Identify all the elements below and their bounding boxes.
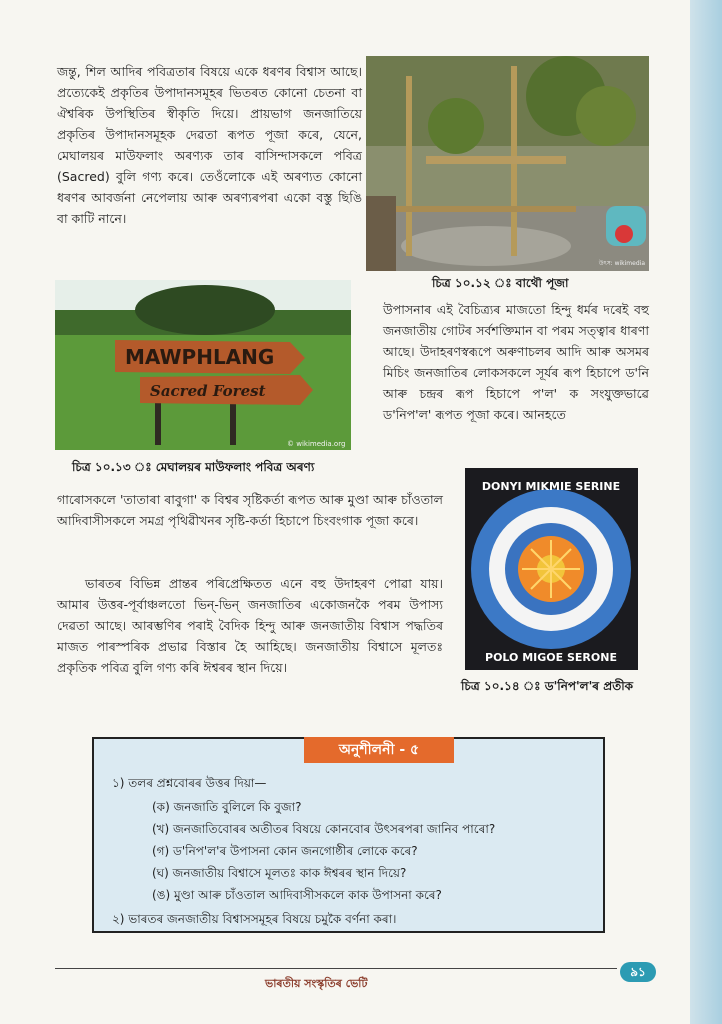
exercise-subquestion-ka: (ক) জনজাতি বুলিলে কি বুজা? bbox=[152, 800, 302, 814]
exercise-box bbox=[92, 737, 605, 933]
photo-mawphlang-forest bbox=[55, 280, 351, 450]
paragraph-supreme-being: উপাসনাৰ এই বৈচিত্ৰ্যৰ মাজতো হিন্দু ধৰ্মৰ দৰেই বহু জনজাতীয় গোটৰ সৰ্বশক্তিমান বা পৰম সত্ত্বাৰ ধাৰণা আছে। উদাহৰণস্বৰূপে অৰুণাচলৰ আদি আৰু অসমৰ মিচিং জনজাতিৰ লোকসকলে সূৰ্যৰ ৰূপ হিচাপে ড'নি আৰু চন্দ্ৰৰ ৰূপ হিচাপে প'ল' ক সংযুক্তভাৱে ড'নিপ'ল' ৰূপত পূজা কৰে। আনহতে bbox=[383, 302, 649, 422]
bathou-puja-image bbox=[366, 56, 649, 271]
paragraph-garo-creator: গাৰোসকলে 'তাতাৰা ৰাবুগা' ক বিশ্বৰ সৃষ্টিকৰ্তা ৰূপত আৰু মুণ্ডা আৰু চাঁওতাল আদিবাসীসকলে সমগ্ৰ পৃথিৱীখনৰ সৃষ্টি-কৰ্তা হিচাপে চিংবংগাক পূজা কৰে। bbox=[57, 492, 443, 528]
exercise-subquestion-ga: (গ) ড'নিপ'ল'ৰ উপাসনা কোন জনগোষ্ঠীৰ লোকে কৰে? bbox=[152, 844, 418, 858]
sign-text-mawphlang: MAWPHLANG bbox=[125, 345, 275, 369]
page-number: ৯১ bbox=[620, 962, 656, 982]
photo-bathou-puja bbox=[366, 56, 649, 271]
exercise-question-2: ২) ভাৰতৰ জনজাতীয় বিশ্বাসসমূহৰ বিষয়ে চমুকৈ বৰ্ণনা কৰা। bbox=[112, 912, 397, 926]
donyipolo-symbol-image bbox=[465, 468, 638, 670]
exercise-subquestion-uo: (ঙ) মুণ্ডা আৰু চাঁওতাল আদিবাসীসকলে কাক উপাসনা কৰে? bbox=[152, 888, 442, 902]
sign-text-sacred-forest: Sacred Forest bbox=[150, 382, 266, 400]
paragraph-indian-examples: ভাৰতৰ বিভিন্ন প্ৰান্তৰ পৰিপ্ৰেক্ষিতত এনে বহু উদাহৰণ পোৱা যায়। আমাৰ উত্তৰ-পূৰ্বাঞ্চলতো ভিন্-ভিন্ জনজাতিৰ একোজনকৈ পৰম উপাস্য দেৱতা আছে। আৰম্ভণিৰ পৰাই বৈদিক হিন্দু আৰু জনজাতীয় বিশ্বাস পদ্ধতিৰ মাজত পাৰস্পৰিক প্ৰভাৱ বিস্তাৰ হৈ আহিছে। জনজাতীয় বিশ্বাসে মূলতঃ প্ৰকৃতিক পবিত্ৰ বুলি গণ্য কৰি ঈশ্বৰৰ স্থান দিয়ে। bbox=[57, 576, 443, 675]
exercise-subquestion-gha: (ঘ) জনজাতীয় বিশ্বাসে মূলতঃ কাক ঈশ্বৰৰ স্থান দিয়ে? bbox=[152, 866, 407, 880]
photo-credit-wikimedia: © wikimedia.org bbox=[287, 440, 346, 448]
photo-credit: উৎস: wikimedia bbox=[598, 260, 645, 267]
paragraph-sacred-elements: জন্তু, শিল আদিৰ পবিত্ৰতাৰ বিষয়ে একে ধৰণৰ বিশ্বাস আছে। প্ৰত্যেকেই প্ৰকৃতিৰ উপাদানসমূহৰ ভিতৰত কোনো চেতনা বা ঐশ্বৰিক উপস্থিতিৰ স্বীকৃতি দিয়ে। প্ৰায়ভাগ জনজাতিয়ে প্ৰকৃতিৰ উপাদানসমূহক দেৱতা ৰূপত পূজা কৰে, যেনে, মেঘালয়ৰ মাউফলাং অৰণ্যক তাৰ বাসিন্দাসকলে পবিত্ৰ (Sacred) বুলি গণ্য কৰে। তেওঁলোকে এই অৰণ্যত কোনো ধৰণৰ আবৰ্জনা নেপেলায় আৰু অৰণ্যৰপৰা একো বস্তু ছিঙি বা কাটি নানে। bbox=[57, 64, 362, 226]
caption-fig-10-13: চিত্ৰ ১০.১৩ ঃ মেঘালয়ৰ মাউফলাং পবিত্ৰ অৰণ্য bbox=[72, 460, 315, 474]
caption-fig-10-12: চিত্ৰ ১০.১২ ঃ বাথৌ পূজা bbox=[432, 276, 569, 290]
photo-donyipolo-symbol bbox=[465, 468, 638, 670]
footer-title: ভাৰতীয় সংস্কৃতিৰ ভেটি bbox=[265, 977, 368, 990]
exercise-question-1: ১) তলৰ প্ৰশ্নবোৰৰ উত্তৰ দিয়া— bbox=[112, 776, 267, 790]
exercise-title: অনুশীলনী - ৫ bbox=[304, 737, 454, 763]
exercise-subquestion-kha: (খ) জনজাতিবোৰৰ অতীতৰ বিষয়ে কোনবোৰ উৎসৰপৰা জানিব পাৰো? bbox=[152, 822, 496, 836]
page-edge bbox=[690, 0, 722, 1024]
symbol-bottom-text: POLO MIGOE SERONE bbox=[485, 651, 617, 664]
footer-rule bbox=[55, 968, 617, 969]
mawphlang-sign-image bbox=[55, 280, 351, 450]
symbol-top-text: DONYI MIKMIE SERINE bbox=[481, 480, 621, 493]
caption-fig-10-14: চিত্ৰ ১০.১৪ ঃ ড'নিপ'ল'ৰ প্ৰতীক bbox=[461, 679, 634, 693]
